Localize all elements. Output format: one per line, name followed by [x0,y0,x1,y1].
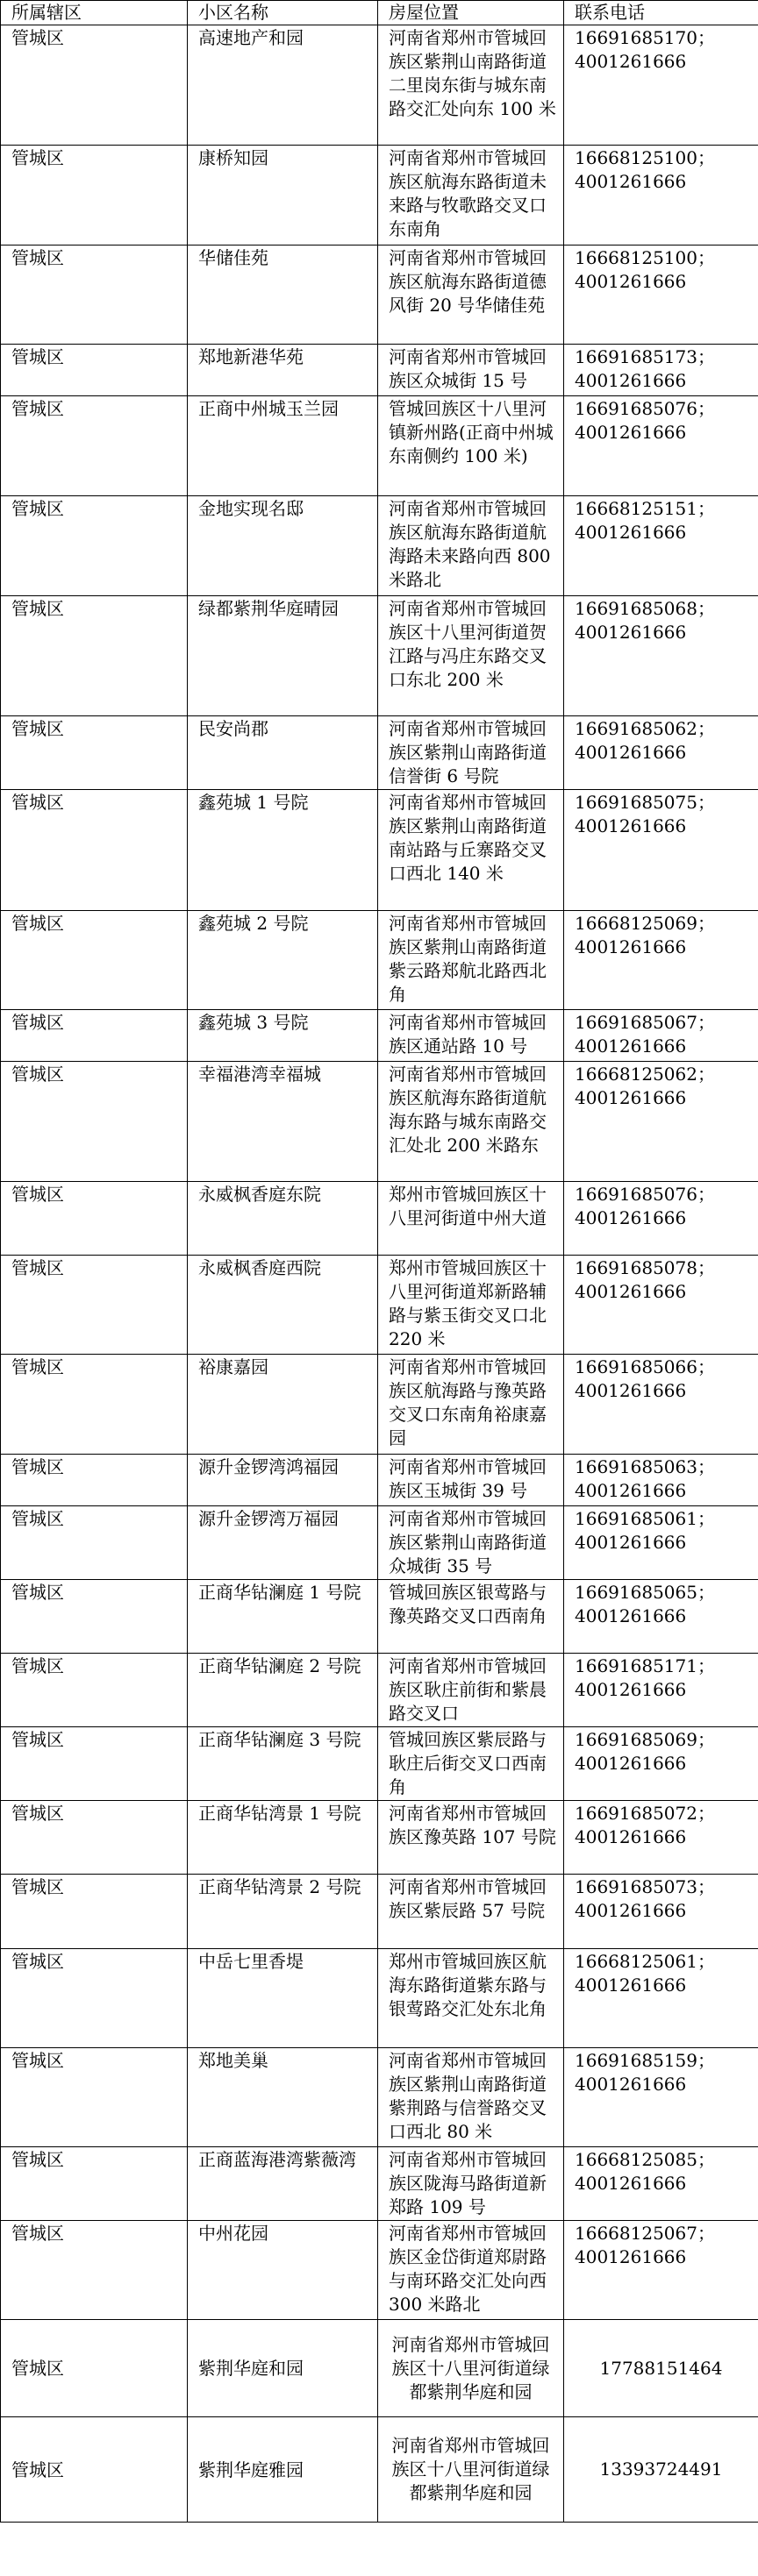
community-name-cell: 正商华钻湾景 2 号院 [188,1875,378,1949]
phone-cell: 16668125061； 4001261666 [564,1949,758,2048]
phone-cell: 16691685075； 4001261666 [564,790,758,911]
table-row [1,1875,758,1949]
community-name-cell: 鑫苑城 2 号院 [188,911,378,1010]
community-name-cell: 正商华钻澜庭 2 号院 [188,1654,378,1727]
address-cell: 河南省郑州市管城回族区耿庄前街和紫晨路交叉口 [378,1654,564,1727]
table-row [1,1727,758,1801]
table-row [1,146,758,246]
phone-cell: 16668125151； 4001261666 [564,496,758,596]
phone-cell: 16691685068； 4001261666 [564,596,758,716]
table-row [1,1355,758,1455]
community-name-cell: 民安尚郡 [188,716,378,790]
address-cell: 河南省郑州市管城回族区玉城街 39 号 [378,1455,564,1506]
district-cell: 管城区 [1,146,188,246]
table-row [1,1801,758,1875]
address-cell: 河南省郑州市管城回族区航海东路街道德风街 20 号华储佳苑 [378,246,564,345]
district-cell: 管城区 [1,716,188,790]
district-cell: 管城区 [1,1506,188,1580]
community-name-cell: 源升金锣湾万福园 [188,1506,378,1580]
district-cell: 管城区 [1,1654,188,1727]
address-cell: 河南省郑州市管城回族区航海东路街道航海路未来路向西 800 米路北 [378,496,564,596]
district-cell: 管城区 [1,1727,188,1801]
district-cell: 管城区 [1,911,188,1010]
table-row [1,716,758,790]
phone-cell: 16691685173； 4001261666 [564,345,758,396]
district-cell: 管城区 [1,1010,188,1062]
district-cell: 管城区 [1,2048,188,2147]
table-row [1,1949,758,2048]
phone-cell: 16691685170； 4001261666 [564,25,758,146]
address-cell: 郑州市管城回族区十八里河街道中州大道 [378,1182,564,1256]
community-name-cell: 正商华钻澜庭 1 号院 [188,1580,378,1654]
community-name-cell: 绿都紫荆华庭晴园 [188,596,378,716]
district-cell: 管城区 [1,2147,188,2221]
community-name-cell: 裕康嘉园 [188,1355,378,1455]
address-cell: 郑州市管城回族区十八里河街道郑新路辅路与紫玉街交叉口北 220 米 [378,1256,564,1355]
phone-cell: 16691685171； 4001261666 [564,1654,758,1727]
district-cell: 管城区 [1,1182,188,1256]
table-row [1,1182,758,1256]
table-row [1,396,758,496]
address-cell: 郑州市管城回族区航海东路街道紫东路与银莺路交汇处东北角 [378,1949,564,2048]
address-cell: 河南省郑州市管城回族区十八里河街道贺江路与冯庄东路交叉口东北 200 米 [378,596,564,716]
phone-cell: 13393724491 [564,2417,758,2523]
community-name-cell: 永威枫香庭西院 [188,1256,378,1355]
address-cell: 河南省郑州市管城回族区紫荆山南路街道众城街 35 号 [378,1506,564,1580]
address-cell: 河南省郑州市管城回族区金岱街道郑尉路与南环路交汇处向西 300 米路北 [378,2221,564,2320]
header-community-name: 小区名称 [188,1,378,25]
phone-cell: 16691685076； 4001261666 [564,1182,758,1256]
community-name-cell: 金地实现名邸 [188,496,378,596]
community-name-cell: 郑地美巢 [188,2048,378,2147]
phone-cell: 16668125100； 4001261666 [564,146,758,246]
address-cell: 河南省郑州市管城回族区紫荆山南路街道紫荆路与信誉路交叉口西北 80 米 [378,2048,564,2147]
table-row [1,2417,758,2523]
district-cell: 管城区 [1,2417,188,2523]
address-cell: 河南省郑州市管城回族区众城街 15 号 [378,345,564,396]
address-cell: 河南省郑州市管城回族区通站路 10 号 [378,1010,564,1062]
address-cell: 河南省郑州市管城回族区紫荆山南路街道信誉街 6 号院 [378,716,564,790]
address-cell: 河南省郑州市管城回族区陇海马路街道新郑路 109 号 [378,2147,564,2221]
phone-cell: 16691685069； 4001261666 [564,1727,758,1801]
address-cell: 河南省郑州市管城回族区豫英路 107 号院 [378,1801,564,1875]
district-cell: 管城区 [1,1949,188,2048]
district-cell: 管城区 [1,1062,188,1182]
district-cell: 管城区 [1,1580,188,1654]
address-cell: 河南省郑州市管城回族区航海路与豫英路交叉口东南角裕康嘉园 [378,1355,564,1455]
community-name-cell: 幸福港湾幸福城 [188,1062,378,1182]
community-name-cell: 高速地产和园 [188,25,378,146]
table-row [1,1455,758,1506]
header-address: 房屋位置 [378,1,564,25]
district-cell: 管城区 [1,790,188,911]
district-cell: 管城区 [1,1455,188,1506]
district-cell: 管城区 [1,596,188,716]
phone-cell: 16691685076； 4001261666 [564,396,758,496]
community-name-cell: 源升金锣湾鸿福园 [188,1455,378,1506]
phone-cell: 16691685072； 4001261666 [564,1801,758,1875]
table-row [1,911,758,1010]
district-cell: 管城区 [1,396,188,496]
district-cell: 管城区 [1,246,188,345]
table-row [1,496,758,596]
community-name-cell: 正商中州城玉兰园 [188,396,378,496]
phone-cell: 16668125067； 4001261666 [564,2221,758,2320]
table-row [1,2147,758,2221]
header-district: 所属辖区 [1,1,188,25]
district-cell: 管城区 [1,1875,188,1949]
community-name-cell: 鑫苑城 3 号院 [188,1010,378,1062]
phone-cell: 16691685159； 4001261666 [564,2048,758,2147]
community-name-cell: 紫荆华庭和园 [188,2320,378,2417]
phone-cell: 16668125100； 4001261666 [564,246,758,345]
address-cell: 管城回族区紫辰路与耿庄后街交叉口西南角 [378,1727,564,1801]
community-name-cell: 正商华钻澜庭 3 号院 [188,1727,378,1801]
address-cell: 河南省郑州市管城回族区紫荆山南路街道紫云路郑航北路西北角 [378,911,564,1010]
district-cell: 管城区 [1,496,188,596]
table-row [1,1654,758,1727]
table-row [1,2320,758,2417]
phone-cell: 16691685073； 4001261666 [564,1875,758,1949]
phone-cell: 16668125069； 4001261666 [564,911,758,1010]
district-cell: 管城区 [1,2320,188,2417]
table-row [1,1580,758,1654]
community-name-cell: 中州花园 [188,2221,378,2320]
phone-cell: 16691685061； 4001261666 [564,1506,758,1580]
phone-cell: 16691685065； 4001261666 [564,1580,758,1654]
phone-cell: 17788151464 [564,2320,758,2417]
address-cell: 管城回族区十八里河镇新州路(正商中州城东南侧约 100 米) [378,396,564,496]
address-cell: 河南省郑州市管城回族区十八里河街道绿都紫荆华庭和园 [378,2417,564,2523]
district-cell: 管城区 [1,345,188,396]
district-cell: 管城区 [1,1355,188,1455]
table-row [1,790,758,911]
phone-cell: 16691685078； 4001261666 [564,1256,758,1355]
phone-cell: 16691685066； 4001261666 [564,1355,758,1455]
table-row [1,1062,758,1182]
district-cell: 管城区 [1,2221,188,2320]
community-name-cell: 中岳七里香堤 [188,1949,378,2048]
community-name-cell: 永威枫香庭东院 [188,1182,378,1256]
community-name-cell: 康桥知园 [188,146,378,246]
community-name-cell: 华储佳苑 [188,246,378,345]
table-row [1,1256,758,1355]
community-name-cell: 鑫苑城 1 号院 [188,790,378,911]
table-row [1,2048,758,2147]
table-row [1,2221,758,2320]
address-cell: 河南省郑州市管城回族区紫辰路 57 号院 [378,1875,564,1949]
table-body [1,25,758,2523]
header-phone: 联系电话 [564,1,758,25]
table-row [1,596,758,716]
district-cell: 管城区 [1,1256,188,1355]
address-cell: 河南省郑州市管城回族区航海东路街道未来路与牧歌路交叉口东南角 [378,146,564,246]
header-row [1,1,758,25]
district-cell: 管城区 [1,25,188,146]
phone-cell: 16668125085； 4001261666 [564,2147,758,2221]
table-row [1,1010,758,1062]
table-row [1,345,758,396]
community-name-cell: 郑地新港华苑 [188,345,378,396]
phone-cell: 16668125062； 4001261666 [564,1062,758,1182]
address-cell: 河南省郑州市管城回族区航海东路街道航海东路与城东南路交汇处北 200 米路东 [378,1062,564,1182]
community-name-cell: 紫荆华庭雅园 [188,2417,378,2523]
phone-cell: 16691685063； 4001261666 [564,1455,758,1506]
phone-cell: 16691685067； 4001261666 [564,1010,758,1062]
address-cell: 管城回族区银莺路与豫英路交叉口西南角 [378,1580,564,1654]
district-cell: 管城区 [1,1801,188,1875]
address-cell: 河南省郑州市管城回族区紫荆山南路街道二里岗东街与城东南路交汇处向东 100 米 [378,25,564,146]
table-row [1,1506,758,1580]
table-row [1,246,758,345]
address-cell: 河南省郑州市管城回族区紫荆山南路街道南站路与丘寨路交叉口西北 140 米 [378,790,564,911]
phone-cell: 16691685062； 4001261666 [564,716,758,790]
address-cell: 河南省郑州市管城回族区十八里河街道绿都紫荆华庭和园 [378,2320,564,2417]
community-name-cell: 正商蓝海港湾紫薇湾 [188,2147,378,2221]
table-row [1,25,758,146]
community-name-cell: 正商华钻湾景 1 号院 [188,1801,378,1875]
